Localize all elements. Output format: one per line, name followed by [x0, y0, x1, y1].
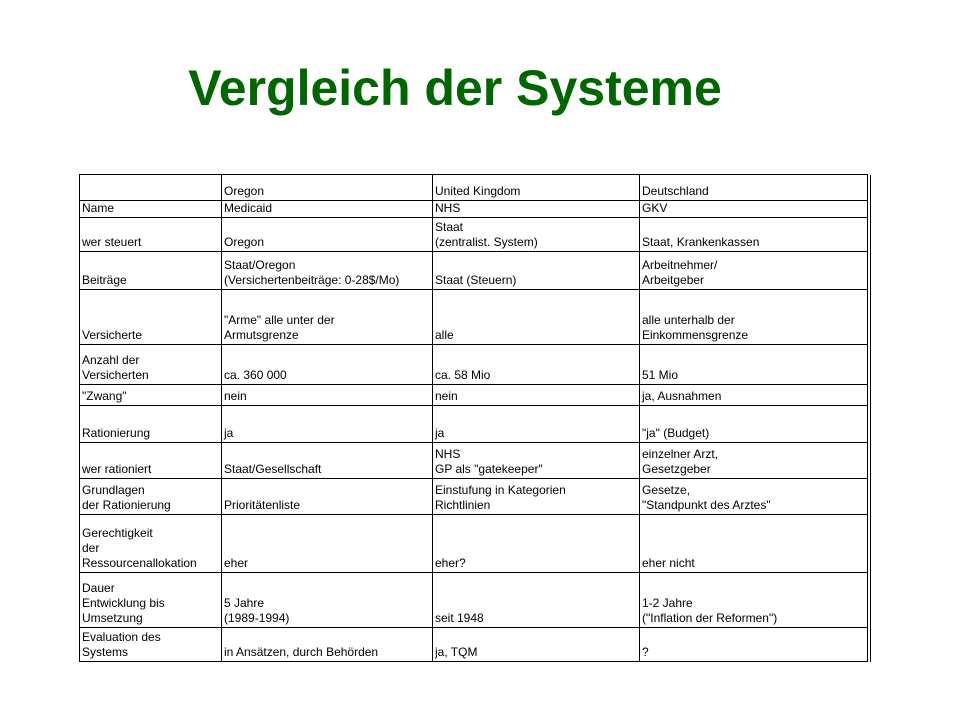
- cell-uk: NHS GP als "gatekeeper": [433, 443, 640, 479]
- row-label: Dauer Entwicklung bis Umsetzung: [80, 573, 222, 628]
- cell-deutschland: GKV: [640, 201, 868, 218]
- cell-oregon: ja: [222, 406, 433, 443]
- cell-oregon: Staat/Oregon (Versichertenbeiträge: 0-28$/Mo): [222, 252, 433, 290]
- cell-deutschland: eher nicht: [640, 515, 868, 573]
- header-cell-uk: United Kingdom: [433, 175, 640, 201]
- table-row: [80, 628, 871, 662]
- cell-uk: NHS: [433, 201, 640, 218]
- cell-deutschland: ja, Ausnahmen: [640, 385, 868, 406]
- table-edge: [868, 515, 871, 573]
- row-label: Gerechtigkeit der Ressourcenallokation: [80, 515, 222, 573]
- cell-uk: nein: [433, 385, 640, 406]
- cell-oregon: Prioritätenliste: [222, 479, 433, 515]
- table-edge: [868, 218, 871, 252]
- table-row: [80, 201, 871, 218]
- row-label: Evaluation des Systems: [80, 628, 222, 662]
- table-header-row: [80, 175, 871, 201]
- table-edge: [868, 628, 871, 662]
- cell-uk: seit 1948: [433, 573, 640, 628]
- table-edge: [868, 479, 871, 515]
- table-row: [80, 385, 871, 406]
- table-edge: [868, 443, 871, 479]
- table-edge: [868, 573, 871, 628]
- cell-uk: ja, TQM: [433, 628, 640, 662]
- row-label: wer rationiert: [80, 443, 222, 479]
- table-edge: [868, 201, 871, 218]
- cell-deutschland: alle unterhalb der Einkommensgrenze: [640, 290, 868, 345]
- cell-oregon: in Ansätzen, durch Behörden: [222, 628, 433, 662]
- table-edge: [868, 252, 871, 290]
- row-label: Versicherte: [80, 290, 222, 345]
- cell-deutschland: 51 Mio: [640, 345, 868, 385]
- header-cell-deutschland: Deutschland: [640, 175, 868, 201]
- cell-deutschland: ?: [640, 628, 868, 662]
- cell-oregon: Oregon: [222, 218, 433, 252]
- table-row: [80, 252, 871, 290]
- comparison-table: [79, 174, 871, 662]
- cell-oregon: 5 Jahre (1989-1994): [222, 573, 433, 628]
- comparison-table-container: [79, 174, 871, 662]
- cell-uk: eher?: [433, 515, 640, 573]
- table-row: [80, 573, 871, 628]
- header-cell-empty: [80, 175, 222, 201]
- cell-uk: alle: [433, 290, 640, 345]
- row-label: Anzahl der Versicherten: [80, 345, 222, 385]
- row-label: Rationierung: [80, 406, 222, 443]
- row-label: Grundlagen der Rationierung: [80, 479, 222, 515]
- table-row: [80, 290, 871, 345]
- cell-oregon: Staat/Gesellschaft: [222, 443, 433, 479]
- cell-deutschland: Staat, Krankenkassen: [640, 218, 868, 252]
- row-label: Name: [80, 201, 222, 218]
- table-row: [80, 479, 871, 515]
- table-edge: [868, 345, 871, 385]
- table-row: [80, 345, 871, 385]
- cell-oregon: "Arme" alle unter der Armutsgrenze: [222, 290, 433, 345]
- cell-uk: Staat (Steuern): [433, 252, 640, 290]
- table-edge: [868, 385, 871, 406]
- cell-deutschland: einzelner Arzt, Gesetzgeber: [640, 443, 868, 479]
- cell-uk: ja: [433, 406, 640, 443]
- cell-deutschland: Arbeitnehmer/ Arbeitgeber: [640, 252, 868, 290]
- table-edge: [868, 290, 871, 345]
- cell-uk: Einstufung in Kategorien Richtlinien: [433, 479, 640, 515]
- table-edge: [868, 175, 871, 201]
- table-edge: [868, 406, 871, 443]
- cell-deutschland: Gesetze, "Standpunkt des Arztes": [640, 479, 868, 515]
- cell-oregon: Medicaid: [222, 201, 433, 218]
- cell-uk: Staat (zentralist. System): [433, 218, 640, 252]
- table-row: [80, 406, 871, 443]
- cell-uk: ca. 58 Mio: [433, 345, 640, 385]
- table-row: [80, 515, 871, 573]
- table-row: [80, 443, 871, 479]
- cell-oregon: eher: [222, 515, 433, 573]
- cell-deutschland: 1-2 Jahre ("Inflation der Reformen"): [640, 573, 868, 628]
- row-label: wer steuert: [80, 218, 222, 252]
- header-cell-oregon: Oregon: [222, 175, 433, 201]
- row-label: "Zwang": [80, 385, 222, 406]
- table-row: [80, 218, 871, 252]
- cell-oregon: nein: [222, 385, 433, 406]
- cell-oregon: ca. 360 000: [222, 345, 433, 385]
- cell-deutschland: "ja" (Budget): [640, 406, 868, 443]
- row-label: Beiträge: [80, 252, 222, 290]
- slide-title: Vergleich der Systeme: [188, 60, 722, 116]
